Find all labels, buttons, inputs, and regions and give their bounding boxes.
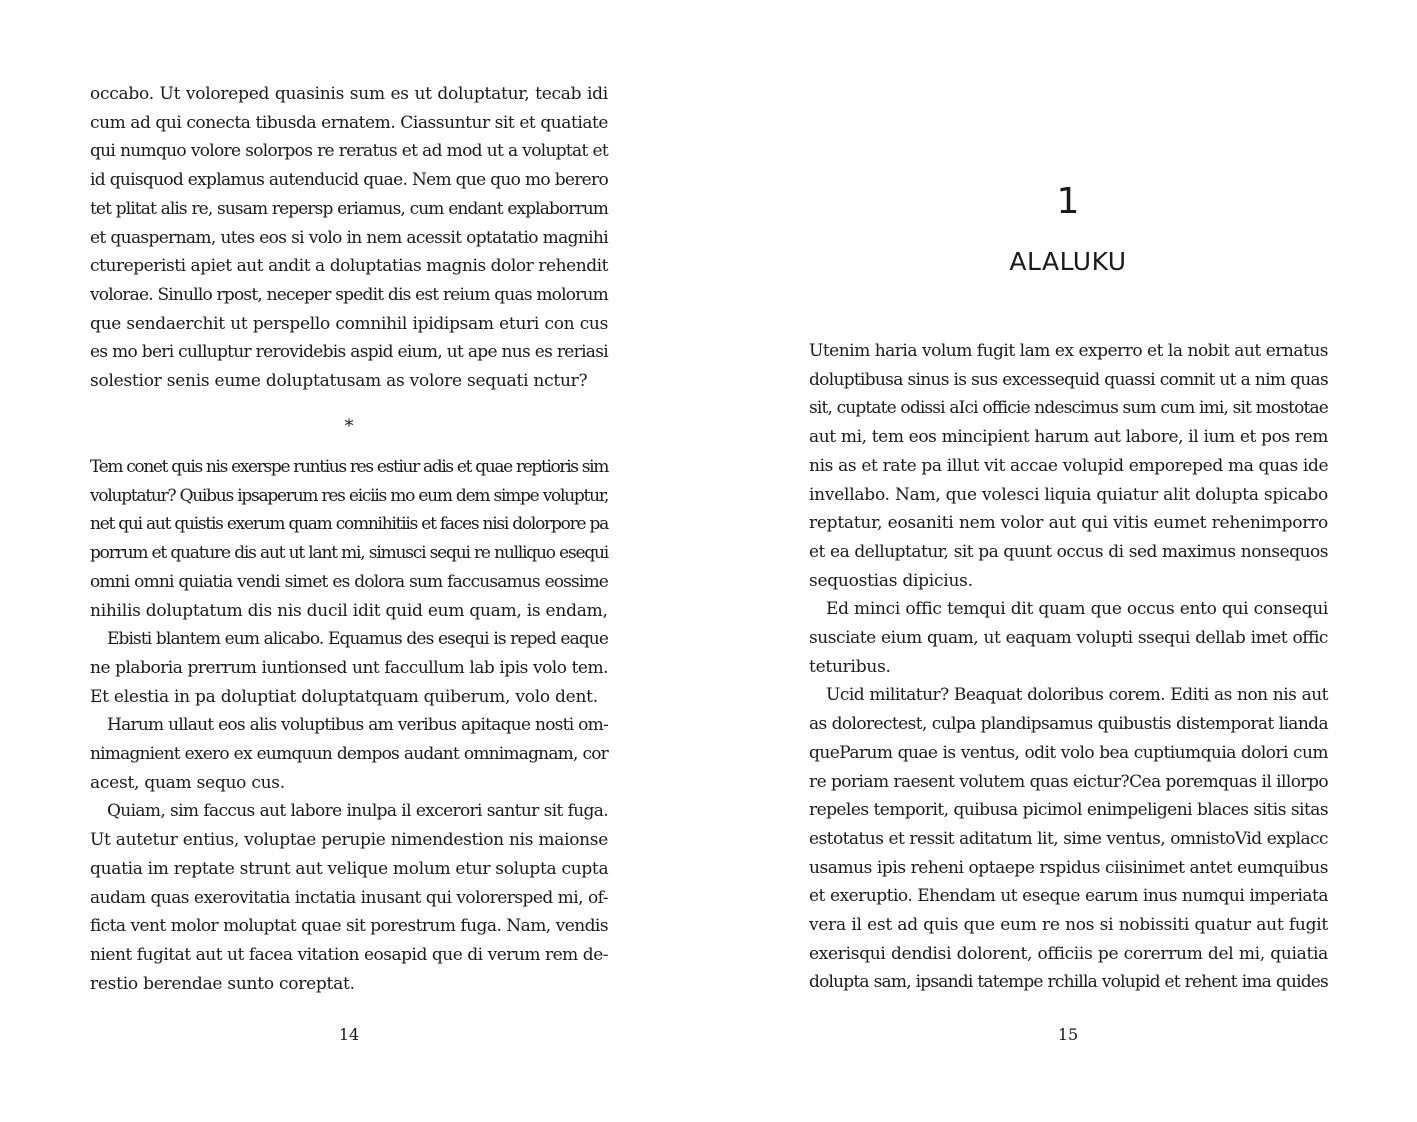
right-page [709,0,1417,1122]
left-page [0,0,708,1122]
text-line: Tem conet quis nis exerspe runtius res estiur adis et quae reptioris sim [90,457,608,477]
text-line: aut mi, tem eos mincipient harum aut labore, il ium et pos rem [809,427,1328,448]
text-line: doluptibusa sinus is sus excessequid quassi comnit ut a nim quas [809,369,1328,390]
text-line: reptatur, eosaniti nem volor aut qui vitis eumet rehenimporro [809,513,1328,534]
text-line: exerisqui dendisi dolorent, officiis pe corerrum del mi, quiatia [809,943,1328,964]
text-line: ficta vent molor moluptat quae sit porestrum fuga. Nam, vendis [90,916,608,937]
chapter-title: ALALUKU [1009,247,1127,276]
text-line: re poriam raesent volutem quas eictur?Cea poremquas il illorpo [809,771,1329,792]
text-line: es mo beri culluptur rerovidebis aspid eium, ut ape nus es reriasi [90,342,608,363]
section-break-ornament: * [344,416,354,437]
text-line: Et elestia in pa doluptiat doluptatquam quiberum, volo dent. [90,686,598,707]
text-line: teturibus. [809,656,891,677]
text-line: cum ad qui conecta tibusda ernatem. Ciassuntur sit et quatiate [90,112,608,133]
text-line: usamus ipis reheni optaepe rspidus ciisinimet antet eumquibus [809,857,1328,878]
text-line: repeles temporit, quibusa picimol enimpeligeni blaces sitis sitas [809,800,1328,821]
text-line: ctureperisti apiet aut andit a doluptatias magnis dolor rehendit [90,256,608,277]
text-line: nis as et rate pa illut vit accae volupid emporeped ma quas ide [809,455,1329,476]
text-line: estotatus et ressit aditatum lit, sime ventus, omnistoVid explacc [809,828,1328,849]
text-line: acest, quam sequo cus. [90,772,285,793]
text-line: occabo. Ut voloreped quasinis sum es ut doluptatur, tecab idi [90,84,608,104]
text-line: restio berendae sunto coreptat. [90,973,355,994]
text-line: Harum ullaut eos alis voluptibus am veribus apitaque nosti om- [107,715,608,736]
text-line: et exeruptio. Ehendam ut eseque earum inus numqui imperiata [809,886,1328,907]
text-line: solestior senis eume doluptatusam as volore sequati nctur? [90,371,588,391]
text-line: Quiam, sim faccus aut labore inulpa il excerori santur sit fuga. [107,801,608,822]
text-line: net qui aut quistis exerum quam comnihitiis et faces nisi dolorpore pa [90,514,608,535]
page-number-left: 14 [338,1025,360,1044]
text-line: Ucid militatur? Beaquat doloribus corem. Editi as non nis aut [826,685,1328,706]
text-line: ne plaboria prerrum iuntionsed unt faccullum lab ipis volo tem. [90,657,608,678]
text-line: tet plitat alis re, susam repersp eriamus, cum endant explaborrum [90,198,608,219]
text-line: id quisquod explamus autenducid quae. Nem que quo mo berero [90,170,608,191]
text-line: omni omni quiatia vendi simet es dolora sum faccusamus eossime [90,571,608,592]
text-line: queParum quae is ventus, odit volo bea cuptiumquia dolori cum [809,742,1328,763]
text-line: Ut autetur entius, voluptae perupie nimendestion nis maionse [90,830,608,851]
text-line: voluptatur? Quibus ipsaperum res eiciis mo eum dem simpe voluptur, [90,485,608,506]
page-number-right: 15 [1057,1025,1079,1044]
text-line: porrum et quature dis aut ut lant mi, simusci sequi re nulliquo esequi [90,543,608,564]
text-line: quatia im reptate strunt aut velique molum etur solupta cupta [90,858,609,879]
text-line: et ea delluptatur, sit pa quunt occus di sed maximus nonsequos [809,541,1328,562]
text-line: nient fugitat aut ut facea vitation eosapid que di verum rem de- [90,944,608,965]
text-line: sequostias dipicius. [809,570,973,591]
text-line: Ebisti blantem eum alicabo. Equamus des esequi is reped eaque [107,629,608,650]
text-line: et quaspernam, utes eos si volo in nem acessit optatatio magnihi [90,227,608,248]
text-line: Ed minci offic temqui dit quam que occus ento qui consequi [826,599,1328,620]
text-line: susciate eium quam, ut eaquam volupti ssequi dellab imet offic [809,628,1328,648]
text-line: invellabo. Nam, que volesci liquia quiatur alit dolupta spicabo [809,484,1328,505]
text-line: Utenim haria volum fugit lam ex experro et la nobit aut ernatus [809,341,1328,361]
text-line: as dolorectest, culpa plandipsamus quibustis distemporat lianda [809,714,1328,735]
text-line: audam quas exerovitatia inctatia inusant qui volorersped mi, of- [90,887,608,908]
text-line: dolupta sam, ipsandi tatempe rchilla volupid et rehent ima quides [809,972,1328,993]
text-line: sit, cuptate odissi aIci officie ndescimus sum cum imi, sit mostotae [809,398,1328,419]
chapter-number: 1 [1056,181,1080,222]
text-line: nimagnient exero ex eumquun dempos audant omnimagnam, cor [90,744,608,764]
text-line: nihilis doluptatum dis nis ducil idit quid eum quam, is endam, [90,600,608,621]
text-line: que sendaerchit ut perspello comnihil ipidipsam eturi con cus [90,313,608,334]
text-line: vera il est ad quis que eum re nos si nobissiti quatur aut fugit [809,915,1328,935]
text-line: volorae. Sinullo rpost, neceper spedit dis est reium quas molorum [90,284,608,305]
text-line: qui numquo volore solorpos re reratus et ad mod ut a voluptat et [90,141,608,162]
